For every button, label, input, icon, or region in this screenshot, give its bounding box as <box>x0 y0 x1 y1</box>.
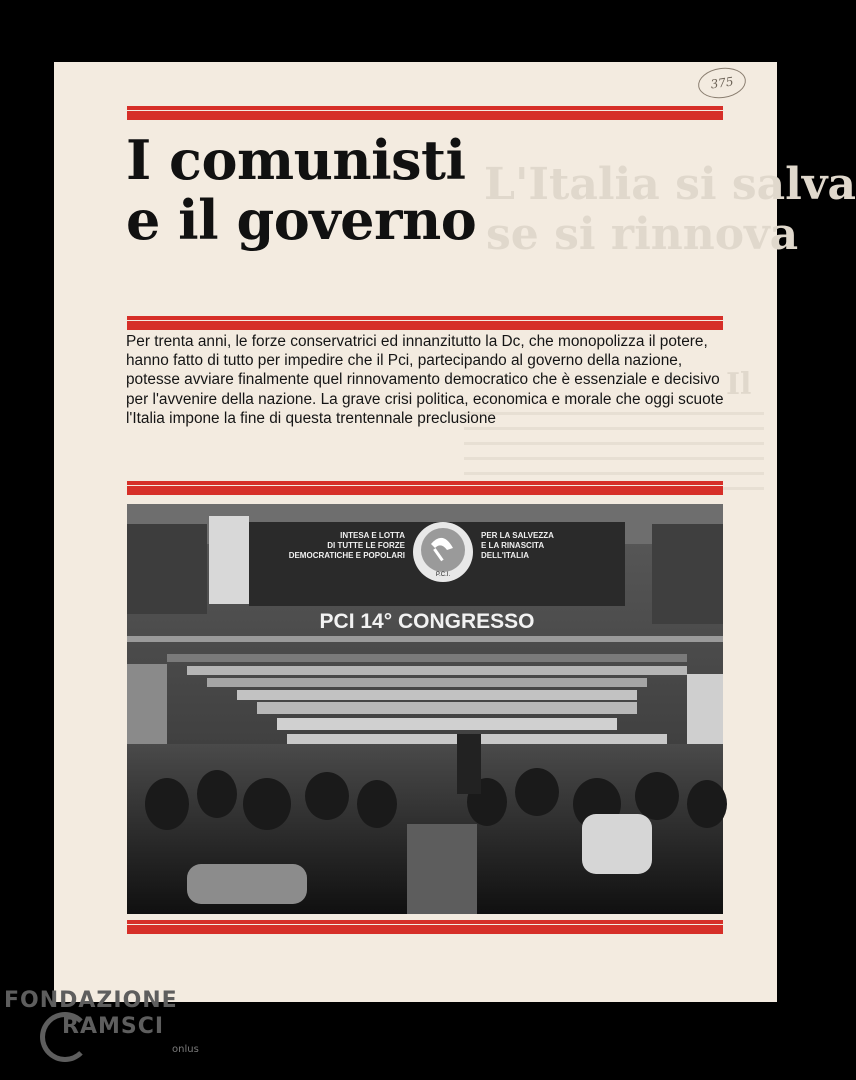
congress-title: PCI 14° CONGRESSO <box>319 610 535 633</box>
bleed-through-text: L'Italia si salva <box>484 159 856 210</box>
watermark-line-2: RAMSCI <box>62 1014 165 1039</box>
banner-left-line: INTESA E LOTTA <box>340 531 405 540</box>
bleed-through-text: se si rinnova <box>486 209 799 260</box>
title-line-2: e il governo <box>126 188 477 252</box>
banner-left-line: DEMOCRATICHE E POPOLARI <box>288 551 405 560</box>
emblem-label: P.C.I. <box>435 572 451 578</box>
photo-top-stripe <box>127 481 723 495</box>
watermark-line-1: FONDAZIONE <box>4 988 178 1013</box>
banner-right-line: PER LA SALVEZZA <box>481 531 554 540</box>
lead-stripe <box>127 316 723 330</box>
lead-paragraph: Per trenta anni, le forze conservatrici ed innanzitutto la Dc, che monopolizza il potere, hanno fatto di tutto per impedire che il Pci, partecipando al governo della nazione, potesse avviare finalmente quel rinnovamento democratico che è essenziale e decisivo per l'avvenire della nazione. La grave crisi politica, economica e morale che oggi scuote l'Italia impone la fine di questa trentennale preclusione <box>126 333 724 427</box>
bleed-through-text: Il <box>726 367 752 402</box>
page-title <box>126 130 476 250</box>
top-stripe <box>127 106 723 120</box>
archive-stamp: 375 <box>696 65 748 101</box>
watermark-logo <box>4 988 199 1055</box>
watermark-line-3: onlus <box>172 1044 199 1055</box>
congress-photo <box>127 504 723 914</box>
title-line-1: I comunisti <box>126 128 466 192</box>
photo-bottom-stripe <box>127 920 723 934</box>
banner-right-line: E LA RINASCITA <box>481 541 545 550</box>
banner-right-line: DELL'ITALIA <box>481 551 529 560</box>
banner-left-line: DI TUTTE LE FORZE <box>327 541 405 550</box>
document-page <box>54 62 856 1002</box>
